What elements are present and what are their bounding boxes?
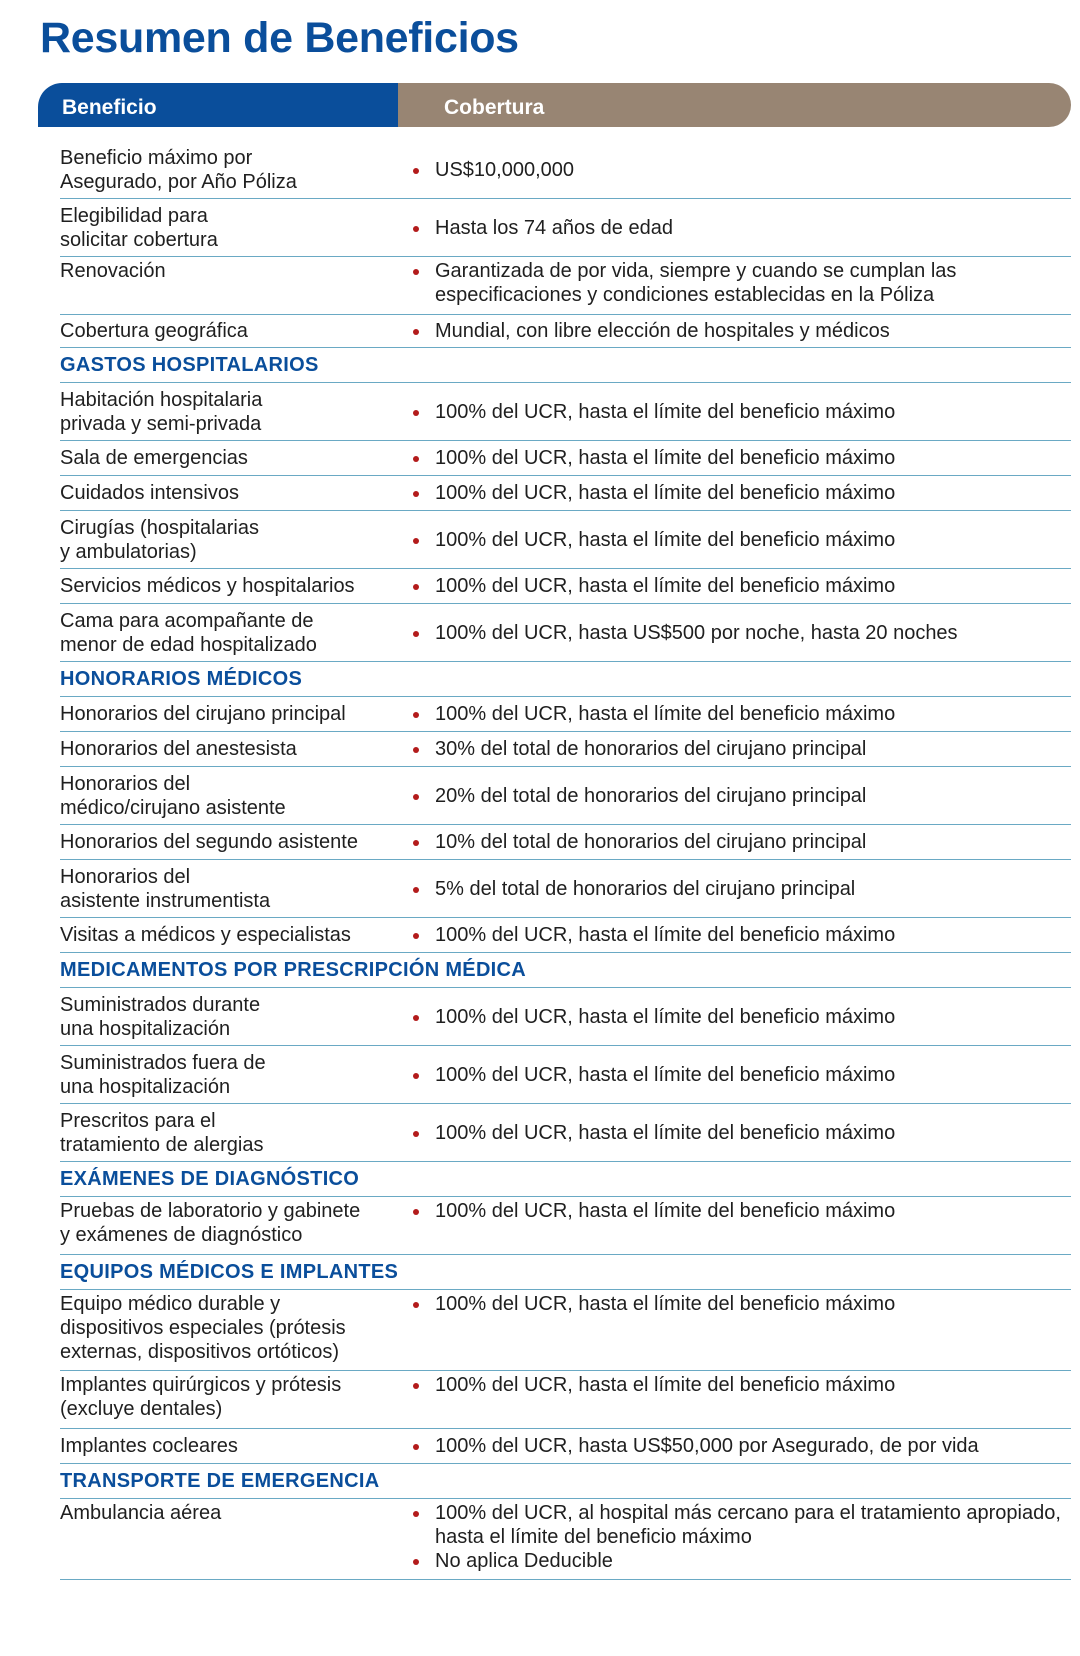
benefit-line: Cirugías (hospitalarias: [60, 516, 259, 539]
coverage-text: 100% del UCR, hasta el límite del beneficio máximo: [435, 400, 896, 423]
table-row: [60, 476, 1071, 511]
coverage-bullet: [411, 923, 1071, 947]
coverage-text: 30% del total de honorarios del cirujano principal: [435, 738, 867, 760]
table-row: [60, 142, 1071, 199]
coverage-cell: [411, 574, 1071, 598]
table-row: [60, 1197, 1071, 1255]
benefit-cell: [60, 1501, 411, 1525]
benefit-line: dispositivos especiales (prótesis: [60, 1317, 346, 1339]
coverage-cell: [411, 319, 1071, 343]
benefit-line: asistente instrumentista: [60, 889, 271, 912]
bullet-dot-icon: [413, 168, 419, 174]
table-row: [60, 860, 1071, 918]
table-row: [60, 1429, 1071, 1464]
bullet-dot-icon: [413, 1511, 419, 1517]
coverage-bullet: [411, 446, 1071, 470]
table-row: [60, 511, 1071, 569]
benefit-line: Prescritos para el: [60, 1109, 216, 1132]
benefit-line: Honorarios del segundo asistente: [60, 831, 358, 853]
benefit-line: Honorarios del anestesista: [60, 738, 297, 760]
coverage-cell: [411, 702, 1071, 726]
coverage-bullet: [411, 216, 1071, 240]
bullet-dot-icon: [413, 226, 419, 232]
benefit-cell: [60, 1051, 411, 1099]
benefit-cell: [60, 481, 411, 505]
benefit-cell: [60, 737, 411, 761]
coverage-cell: [411, 446, 1071, 470]
table-row: [60, 199, 1071, 257]
bullet-dot-icon: [413, 840, 419, 846]
coverage-text: 100% del UCR, hasta US$500 por noche, hasta 20 noches: [435, 621, 958, 644]
bullet-dot-icon: [413, 887, 419, 893]
benefit-line: (excluye dentales): [60, 1398, 223, 1420]
coverage-text: 20% del total de honorarios del cirujano principal: [435, 784, 867, 807]
benefit-line: Suministrados durante: [60, 993, 261, 1016]
coverage-text: 100% del UCR, hasta el límite del beneficio máximo: [435, 482, 896, 504]
coverage-bullet: [411, 830, 1071, 854]
coverage-bullet: [411, 1549, 1071, 1573]
benefit-cell: [60, 772, 411, 820]
coverage-text: Hasta los 74 años de edad: [435, 216, 673, 239]
bullet-dot-icon: [413, 269, 419, 275]
benefit-line: Beneficio máximo por: [60, 147, 253, 169]
benefit-cell: [60, 702, 411, 726]
coverage-cell: [411, 528, 1071, 552]
benefit-cell: [60, 516, 411, 564]
benefit-line: Implantes cocleares: [60, 1435, 238, 1457]
benefit-line: Sala de emergencias: [60, 447, 248, 469]
page-title: Resumen de Beneficios: [40, 14, 519, 62]
coverage-cell: [411, 877, 1071, 901]
bullet-dot-icon: [413, 1209, 419, 1215]
section-heading: GASTOS HOSPITALARIOS: [60, 348, 1071, 383]
coverage-text: 100% del UCR, hasta el límite del beneficio máximo: [435, 703, 896, 725]
benefit-line: Honorarios del cirujano principal: [60, 703, 346, 725]
benefit-line: Suministrados fuera de: [60, 1051, 266, 1074]
section-heading: EXÁMENES DE DIAGNÓSTICO: [60, 1162, 1071, 1197]
benefit-cell: [60, 1434, 411, 1458]
coverage-cell: [411, 1501, 1071, 1573]
benefit-line: Servicios médicos y hospitalarios: [60, 575, 355, 597]
coverage-cell: [411, 259, 1071, 307]
benefit-line: Cuidados intensivos: [60, 482, 239, 504]
bullet-dot-icon: [413, 584, 419, 590]
benefit-line: una hospitalización: [60, 1075, 231, 1098]
benefit-cell: [60, 1109, 411, 1157]
bullet-dot-icon: [413, 1302, 419, 1308]
bullet-dot-icon: [413, 491, 419, 497]
coverage-cell: [411, 1292, 1071, 1316]
benefit-line: menor de edad hospitalizado: [60, 633, 317, 656]
benefit-cell: [60, 446, 411, 470]
coverage-bullet: [411, 877, 1071, 901]
coverage-text: US$10,000,000: [435, 159, 575, 181]
table-row: [60, 441, 1071, 476]
coverage-bullet: [411, 702, 1071, 726]
coverage-cell: [411, 400, 1071, 424]
table-header: [38, 83, 1071, 127]
benefit-cell: [60, 388, 411, 436]
coverage-text: Mundial, con libre elección de hospitales y médicos: [435, 320, 890, 342]
table-row: [60, 918, 1071, 953]
coverage-bullet: [411, 1373, 1071, 1397]
coverage-bullet: [411, 737, 1071, 761]
bullet-dot-icon: [413, 1444, 419, 1450]
benefit-cell: [60, 830, 411, 854]
coverage-text: 100% del UCR, hasta el límite del beneficio máximo: [435, 1063, 896, 1086]
coverage-text: 100% del UCR, hasta el límite del beneficio máximo: [435, 528, 896, 551]
bullet-dot-icon: [413, 329, 419, 335]
coverage-bullet: [411, 319, 1071, 343]
coverage-bullet: [411, 1199, 1071, 1223]
coverage-bullet: [411, 400, 1071, 424]
coverage-cell: [411, 216, 1071, 240]
table-row: [60, 569, 1071, 604]
benefit-line: Ambulancia aérea: [60, 1502, 222, 1524]
benefit-column-header: Beneficio: [38, 83, 398, 127]
coverage-cell: [411, 158, 1071, 182]
benefit-line: Cama para acompañante de: [60, 609, 314, 632]
benefit-line: Implantes quirúrgicos y prótesis: [60, 1374, 342, 1396]
benefit-line: Cobertura geográfica: [60, 320, 248, 342]
table-row: [60, 1371, 1071, 1429]
benefit-line: Habitación hospitalaria: [60, 388, 263, 411]
bullet-dot-icon: [413, 1559, 419, 1565]
benefit-cell: [60, 146, 411, 194]
coverage-cell: [411, 621, 1071, 645]
coverage-bullet: [411, 259, 1071, 307]
coverage-text: 10% del total de honorarios del cirujano principal: [435, 831, 867, 853]
coverage-column-header: Cobertura: [370, 83, 1071, 127]
benefit-cell: [60, 204, 411, 252]
benefit-line: Honorarios del: [60, 865, 191, 888]
benefit-line: privada y semi-privada: [60, 412, 262, 435]
benefit-cell: [60, 574, 411, 598]
table-row: [60, 257, 1071, 315]
table-row: [60, 1290, 1071, 1371]
coverage-text: Garantizada de por vida, siempre y cuando se cumplan las especificaciones y condiciones establecidas en la Póliza: [435, 260, 957, 306]
table-row: [60, 315, 1071, 348]
coverage-cell: [411, 481, 1071, 505]
coverage-text: No aplica Deducible: [435, 1550, 613, 1572]
coverage-cell: [411, 923, 1071, 947]
table-row: [60, 767, 1071, 825]
coverage-cell: [411, 1121, 1071, 1145]
coverage-cell: [411, 1063, 1071, 1087]
bullet-dot-icon: [413, 747, 419, 753]
benefit-line: una hospitalización: [60, 1017, 231, 1040]
coverage-bullet: [411, 621, 1071, 645]
section-heading: EQUIPOS MÉDICOS E IMPLANTES: [60, 1255, 1071, 1290]
coverage-text: 100% del UCR, hasta el límite del beneficio máximo: [435, 575, 896, 597]
coverage-bullet: [411, 158, 1071, 182]
benefit-line: médico/cirujano asistente: [60, 796, 286, 819]
benefit-line: tratamiento de alergias: [60, 1133, 264, 1156]
bullet-dot-icon: [413, 1015, 419, 1021]
section-heading: HONORARIOS MÉDICOS: [60, 662, 1071, 697]
coverage-cell: [411, 737, 1071, 761]
coverage-bullet: [411, 1501, 1071, 1549]
bullet-dot-icon: [413, 631, 419, 637]
bullet-dot-icon: [413, 456, 419, 462]
benefit-line: Renovación: [60, 260, 166, 282]
bullet-dot-icon: [413, 1383, 419, 1389]
coverage-text: 100% del UCR, hasta el límite del beneficio máximo: [435, 1121, 896, 1144]
coverage-cell: [411, 1373, 1071, 1397]
benefit-cell: [60, 923, 411, 947]
coverage-bullet: [411, 784, 1071, 808]
benefit-cell: [60, 609, 411, 657]
coverage-cell: [411, 1434, 1071, 1458]
benefit-line: Asegurado, por Año Póliza: [60, 171, 297, 193]
benefit-line: y exámenes de diagnóstico: [60, 1224, 303, 1246]
bullet-dot-icon: [413, 538, 419, 544]
benefit-cell: [60, 259, 411, 283]
bullet-dot-icon: [413, 1131, 419, 1137]
coverage-bullet: [411, 1063, 1071, 1087]
benefit-line: solicitar cobertura: [60, 228, 218, 251]
benefit-cell: [60, 1199, 411, 1247]
coverage-cell: [411, 830, 1071, 854]
coverage-bullet: [411, 1121, 1071, 1145]
coverage-bullet: [411, 1434, 1071, 1458]
table-row: [60, 383, 1071, 441]
coverage-bullet: [411, 574, 1071, 598]
table-row: [60, 988, 1071, 1046]
coverage-text: 100% del UCR, hasta el límite del beneficio máximo: [435, 1293, 896, 1315]
table-row: [60, 604, 1071, 662]
section-heading: MEDICAMENTOS POR PRESCRIPCIÓN MÉDICA: [60, 953, 1071, 988]
coverage-bullet: [411, 481, 1071, 505]
benefit-cell: [60, 993, 411, 1041]
benefits-table: [60, 142, 1071, 1580]
bullet-dot-icon: [413, 712, 419, 718]
benefit-cell: [60, 1292, 411, 1364]
coverage-text: 100% del UCR, hasta el límite del beneficio máximo: [435, 1374, 896, 1396]
benefit-line: Pruebas de laboratorio y gabinete: [60, 1200, 361, 1222]
benefit-line: Honorarios del: [60, 772, 191, 795]
bullet-dot-icon: [413, 1073, 419, 1079]
coverage-bullet: [411, 1292, 1071, 1316]
table-row: [60, 1046, 1071, 1104]
coverage-cell: [411, 1199, 1071, 1223]
section-heading: TRANSPORTE DE EMERGENCIA: [60, 1464, 1071, 1499]
table-row: [60, 1499, 1071, 1580]
coverage-text: 100% del UCR, hasta el límite del beneficio máximo: [435, 1200, 896, 1222]
coverage-cell: [411, 1005, 1071, 1029]
coverage-text: 100% del UCR, hasta el límite del beneficio máximo: [435, 924, 896, 946]
table-row: [60, 732, 1071, 767]
benefit-line: y ambulatorias): [60, 540, 197, 563]
benefit-line: Elegibilidad para: [60, 204, 208, 227]
coverage-text: 5% del total de honorarios del cirujano principal: [435, 877, 856, 900]
benefit-cell: [60, 1373, 411, 1421]
bullet-dot-icon: [413, 794, 419, 800]
benefit-line: Visitas a médicos y especialistas: [60, 924, 351, 946]
benefit-line: externas, dispositivos ortóticos): [60, 1341, 340, 1363]
table-row: [60, 1104, 1071, 1162]
benefit-line: Equipo médico durable y: [60, 1293, 281, 1315]
coverage-text: 100% del UCR, al hospital más cercano para el tratamiento apropiado, hasta el límite del beneficio máximo: [435, 1502, 1061, 1548]
table-row: [60, 825, 1071, 860]
coverage-cell: [411, 784, 1071, 808]
coverage-text: 100% del UCR, hasta el límite del beneficio máximo: [435, 447, 896, 469]
bullet-dot-icon: [413, 410, 419, 416]
coverage-text: 100% del UCR, hasta el límite del beneficio máximo: [435, 1005, 896, 1028]
coverage-text: 100% del UCR, hasta US$50,000 por Asegurado, de por vida: [435, 1435, 979, 1457]
coverage-bullet: [411, 1005, 1071, 1029]
coverage-bullet: [411, 528, 1071, 552]
bullet-dot-icon: [413, 933, 419, 939]
benefit-cell: [60, 319, 411, 343]
benefit-cell: [60, 865, 411, 913]
table-row: [60, 697, 1071, 732]
